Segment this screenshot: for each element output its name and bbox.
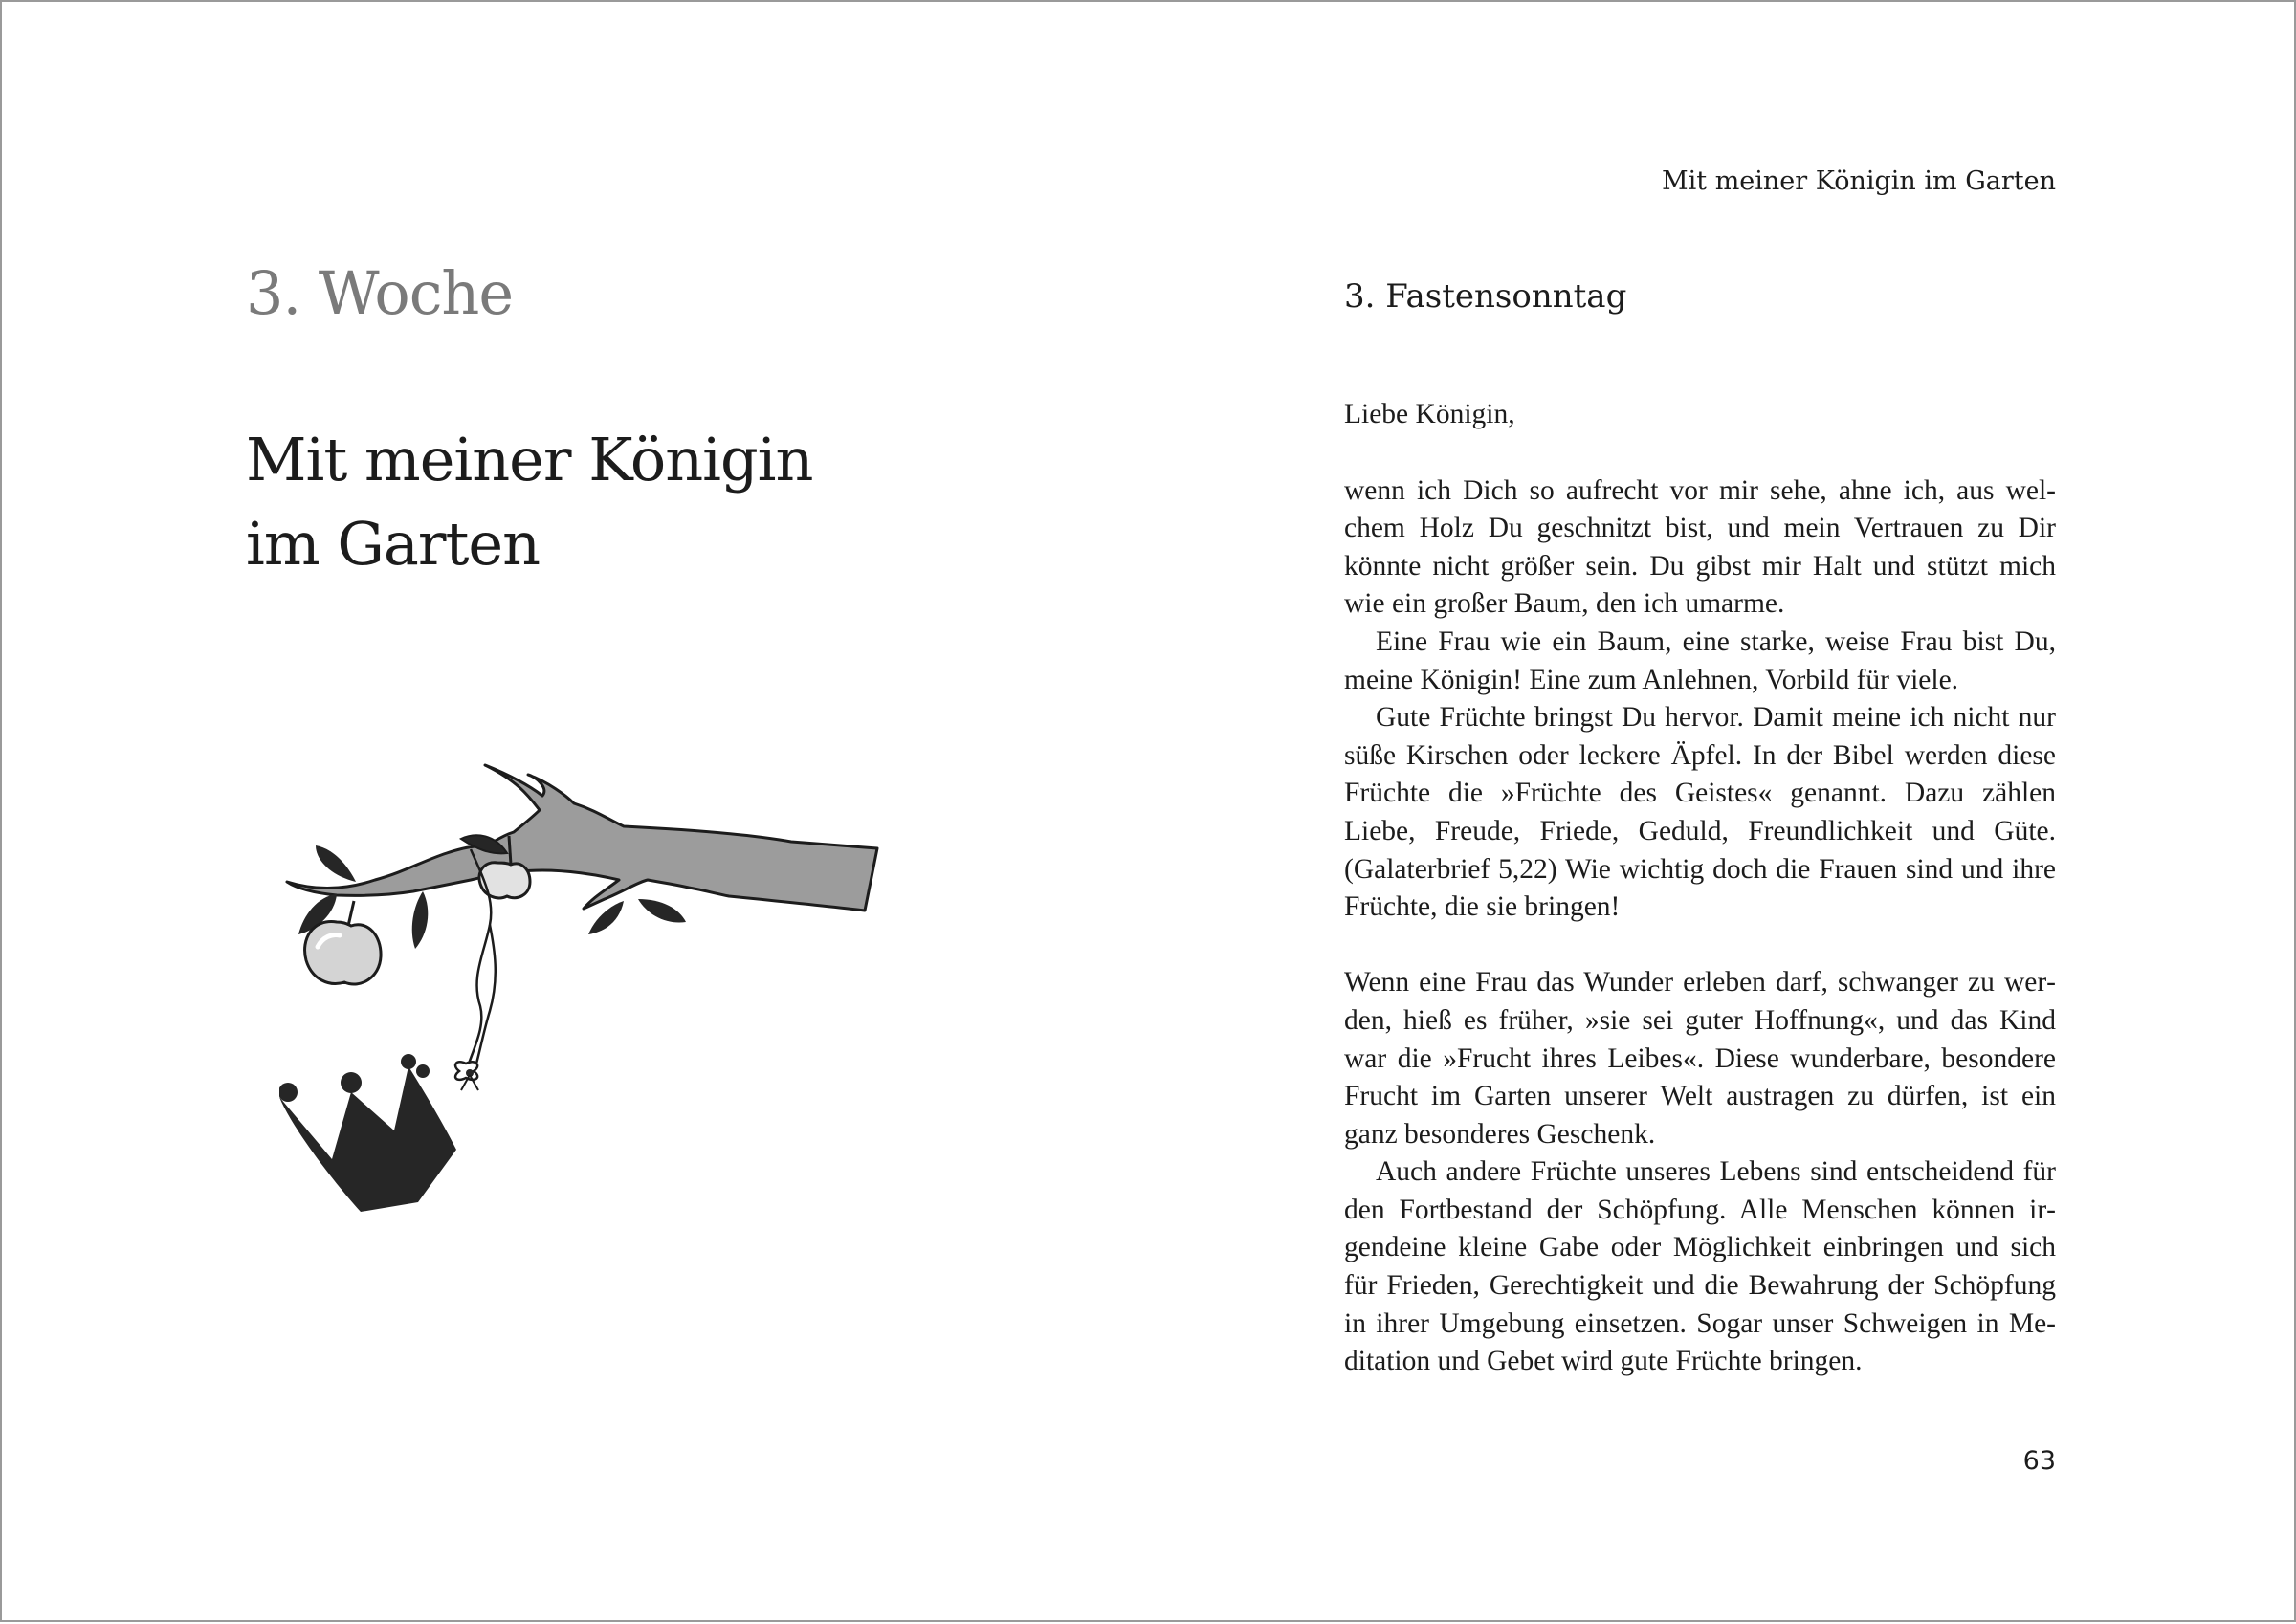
paragraph-gap (1344, 927, 2056, 965)
body-text (1344, 396, 2056, 1381)
branch-icon (287, 765, 877, 911)
paragraph-gap (1344, 434, 2056, 472)
paragraph: Wenn eine Frau das Wunder erleben darf, schwanger zu werden, hieß es früher, »sie sei guter Hoffnung«, und das Kind war die »Frucht ihres Leibes«. Diese wunderbare, besondere Frucht im Garten unserer Welt austragen zu dürfen, ist ein ganz besonderes Geschenk. (1344, 967, 2056, 1150)
chapter-title (246, 418, 1011, 586)
apple-icon (305, 922, 381, 984)
right-page (1150, 2, 2296, 1624)
page-number: 63 (2022, 1446, 2056, 1476)
paragraph: Eine Frau wie ein Baum, eine starke, weise Frau bist Du, meine Königin! Eine zum Anlehnen, Vorbild für viele. (1344, 625, 2056, 695)
salutation: Liebe Königin, (1344, 399, 1515, 429)
chapter-title-line-1: Mit meiner Königin (246, 425, 813, 494)
crown-icon (279, 1054, 478, 1212)
left-page (2, 2, 1150, 1624)
paragraph: Auch andere Früchte unseres Lebens sind entscheidend für den Fortbestand der Schöpfung. Alle Menschen können irgendeine kleine Gabe oder Möglichkeit einbringen und sich für Frieden, Gerechtigkeit und die Bewahrung der Schöpfung in ihrer Umgebung einsetzen. Sogar unser Schweigen in Meditation und Gebet wird gute Früchte bringen. (1344, 1156, 2056, 1377)
branch-with-hanging-crown-icon (279, 757, 949, 1236)
section-heading: 3. Fastensonntag (1344, 277, 1627, 316)
leaf-icon (412, 891, 429, 949)
paragraph: wenn ich Dich so aufrecht vor mir sehe, ahne ich, aus welchem Holz Du geschnitzt bist, und mein Vertrauen zu Dir könnte nicht größer sein. Du gibst mir Halt und stützt mich wie ein großer Baum, den ich umarme. (1344, 474, 2056, 620)
leaf-icon (316, 845, 356, 882)
paragraph: Gute Früchte bringst Du hervor. Damit meine ich nicht nur süße Kirschen oder leckere Äpfel. In der Bibel werden diese Früchte die »Früchte des Geistes« genannt. Dazu zählen Liebe, Freude, Friede, Geduld, Freundlichkeit und Güte. (Galaterbrief 5,22) Wie wichtig doch die Frauen sind und ihre Früchte, die sie bringen! (1344, 702, 2056, 923)
leaf-icon (638, 899, 686, 923)
week-label: 3. Woche (246, 258, 514, 328)
chapter-title-line-2: im Garten (246, 509, 540, 579)
running-head: Mit meiner Königin im Garten (1661, 166, 2056, 196)
leaf-icon (588, 901, 624, 934)
